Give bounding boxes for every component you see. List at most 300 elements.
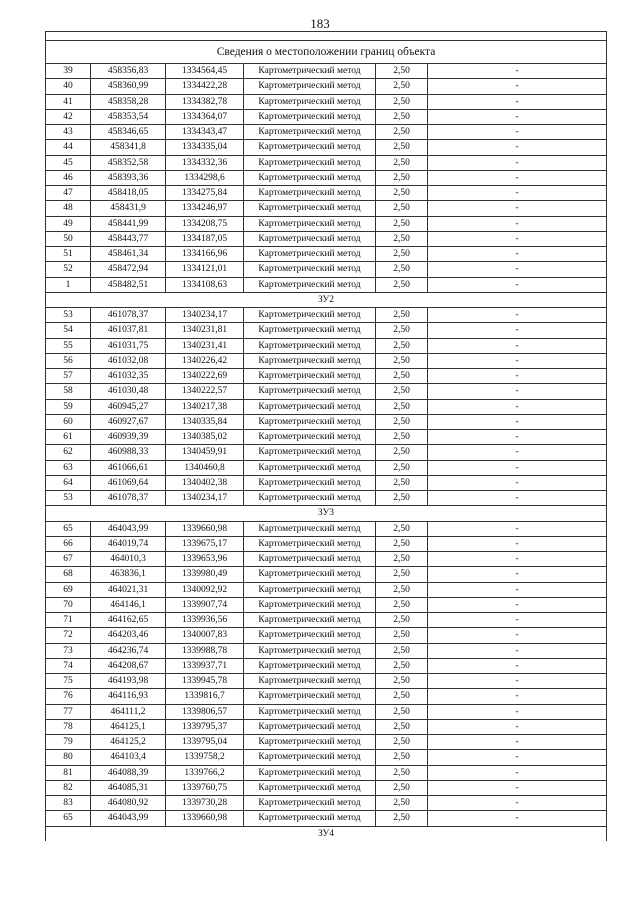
coordinate-x-cell: 461078,37	[91, 308, 166, 323]
boundary-coordinates-table	[45, 31, 607, 841]
accuracy-cell: 2,50	[376, 796, 428, 811]
accuracy-cell: 2,50	[376, 719, 428, 734]
method-cell: Картометрический метод	[244, 780, 376, 795]
table-row	[46, 94, 607, 109]
point-number-cell: 72	[46, 628, 91, 643]
note-cell: -	[428, 674, 607, 689]
accuracy-cell: 2,50	[376, 384, 428, 399]
accuracy-cell: 2,50	[376, 216, 428, 231]
point-number-cell: 47	[46, 186, 91, 201]
coordinate-y-cell: 1340385,02	[166, 430, 244, 445]
coordinate-y-cell: 1334166,96	[166, 247, 244, 262]
accuracy-cell: 2,50	[376, 308, 428, 323]
coordinate-x-cell: 461032,08	[91, 353, 166, 368]
point-number-cell: 57	[46, 369, 91, 384]
point-number-cell: 60	[46, 414, 91, 429]
accuracy-cell: 2,50	[376, 94, 428, 109]
note-cell: -	[428, 247, 607, 262]
method-cell: Картометрический метод	[244, 109, 376, 124]
method-cell: Картометрический метод	[244, 811, 376, 826]
accuracy-cell: 2,50	[376, 430, 428, 445]
note-cell: -	[428, 597, 607, 612]
note-cell: -	[428, 658, 607, 673]
point-number-cell: 41	[46, 94, 91, 109]
coordinate-y-cell: 1339795,37	[166, 719, 244, 734]
point-number-cell: 56	[46, 353, 91, 368]
table-row	[46, 216, 607, 231]
coordinate-y-cell: 1334564,45	[166, 64, 244, 79]
point-number-cell: 63	[46, 460, 91, 475]
table-row	[46, 689, 607, 704]
note-cell: -	[428, 780, 607, 795]
accuracy-cell: 2,50	[376, 399, 428, 414]
point-number-cell: 42	[46, 109, 91, 124]
note-cell: -	[428, 277, 607, 292]
accuracy-cell: 2,50	[376, 247, 428, 262]
table-row	[46, 491, 607, 506]
coordinate-x-cell: 458441,99	[91, 216, 166, 231]
table-row	[46, 170, 607, 185]
accuracy-cell: 2,50	[376, 155, 428, 170]
point-number-cell: 43	[46, 125, 91, 140]
note-cell: -	[428, 582, 607, 597]
coordinate-y-cell: 1334187,05	[166, 231, 244, 246]
section-header-row	[46, 506, 607, 521]
accuracy-cell: 2,50	[376, 780, 428, 795]
accuracy-cell: 2,50	[376, 552, 428, 567]
section-header-row	[46, 292, 607, 307]
coordinate-y-cell: 1340459,91	[166, 445, 244, 460]
point-number-cell: 45	[46, 155, 91, 170]
coordinate-y-cell: 1339945,78	[166, 674, 244, 689]
table-row	[46, 231, 607, 246]
note-cell: -	[428, 460, 607, 475]
coordinate-y-cell: 1334422,28	[166, 79, 244, 94]
table-row	[46, 64, 607, 79]
point-number-cell: 67	[46, 552, 91, 567]
point-number-cell: 74	[46, 658, 91, 673]
point-number-cell: 51	[46, 247, 91, 262]
table-row	[46, 414, 607, 429]
method-cell: Картометрический метод	[244, 94, 376, 109]
coordinate-x-cell: 464162,65	[91, 613, 166, 628]
point-number-cell: 69	[46, 582, 91, 597]
coordinate-y-cell: 1340234,17	[166, 491, 244, 506]
note-cell: -	[428, 308, 607, 323]
method-cell: Картометрический метод	[244, 796, 376, 811]
accuracy-cell: 2,50	[376, 414, 428, 429]
table-row	[46, 780, 607, 795]
accuracy-cell: 2,50	[376, 765, 428, 780]
point-number-cell: 44	[46, 140, 91, 155]
method-cell: Картометрический метод	[244, 262, 376, 277]
note-cell: -	[428, 399, 607, 414]
coordinate-y-cell: 1339907,74	[166, 597, 244, 612]
coordinate-x-cell: 460988,33	[91, 445, 166, 460]
point-number-cell: 78	[46, 719, 91, 734]
note-cell: -	[428, 186, 607, 201]
accuracy-cell: 2,50	[376, 125, 428, 140]
coordinate-x-cell: 461030,48	[91, 384, 166, 399]
coordinate-y-cell: 1334382,78	[166, 94, 244, 109]
table-row	[46, 811, 607, 826]
note-cell: -	[428, 353, 607, 368]
table-row	[46, 369, 607, 384]
method-cell: Картометрический метод	[244, 384, 376, 399]
table-row	[46, 658, 607, 673]
note-cell: -	[428, 552, 607, 567]
accuracy-cell: 2,50	[376, 109, 428, 124]
accuracy-cell: 2,50	[376, 262, 428, 277]
method-cell: Картометрический метод	[244, 521, 376, 536]
point-number-cell: 76	[46, 689, 91, 704]
method-cell: Картометрический метод	[244, 247, 376, 262]
coordinate-y-cell: 1340007,83	[166, 628, 244, 643]
coordinate-y-cell: 1340217,38	[166, 399, 244, 414]
note-cell: -	[428, 765, 607, 780]
coordinate-y-cell: 1339795,04	[166, 735, 244, 750]
table-row	[46, 552, 607, 567]
note-cell: -	[428, 323, 607, 338]
method-cell: Картометрический метод	[244, 765, 376, 780]
coordinate-x-cell: 464043,99	[91, 521, 166, 536]
point-number-cell: 39	[46, 64, 91, 79]
note-cell: -	[428, 796, 607, 811]
method-cell: Картометрический метод	[244, 613, 376, 628]
coordinate-x-cell: 463836,1	[91, 567, 166, 582]
section-header-row	[46, 826, 607, 841]
point-number-cell: 75	[46, 674, 91, 689]
note-cell: -	[428, 170, 607, 185]
accuracy-cell: 2,50	[376, 750, 428, 765]
table-body	[46, 32, 607, 841]
accuracy-cell: 2,50	[376, 567, 428, 582]
method-cell: Картометрический метод	[244, 64, 376, 79]
coordinate-y-cell: 1339936,56	[166, 613, 244, 628]
note-cell: -	[428, 750, 607, 765]
method-cell: Картометрический метод	[244, 674, 376, 689]
table-row	[46, 475, 607, 490]
table-row	[46, 308, 607, 323]
point-number-cell: 40	[46, 79, 91, 94]
method-cell: Картометрический метод	[244, 231, 376, 246]
coordinate-x-cell: 458356,83	[91, 64, 166, 79]
coordinate-y-cell: 1334121,01	[166, 262, 244, 277]
coordinate-x-cell: 460945,27	[91, 399, 166, 414]
page-number: 183	[310, 16, 330, 31]
table-row	[46, 384, 607, 399]
coordinate-y-cell: 1334208,75	[166, 216, 244, 231]
coordinate-y-cell: 1340234,17	[166, 308, 244, 323]
note-cell: -	[428, 140, 607, 155]
table-row	[46, 445, 607, 460]
table-row	[46, 155, 607, 170]
note-cell: -	[428, 125, 607, 140]
accuracy-cell: 2,50	[376, 658, 428, 673]
method-cell: Картометрический метод	[244, 216, 376, 231]
note-cell: -	[428, 155, 607, 170]
point-number-cell: 65	[46, 521, 91, 536]
coordinate-y-cell: 1340402,38	[166, 475, 244, 490]
coordinate-x-cell: 461037,81	[91, 323, 166, 338]
table-row	[46, 323, 607, 338]
point-number-cell: 82	[46, 780, 91, 795]
coordinate-x-cell: 464208,67	[91, 658, 166, 673]
table-row	[46, 628, 607, 643]
table-row	[46, 460, 607, 475]
accuracy-cell: 2,50	[376, 231, 428, 246]
point-number-cell: 61	[46, 430, 91, 445]
table-row	[46, 353, 607, 368]
table-row	[46, 674, 607, 689]
table-row	[46, 521, 607, 536]
section-label: ЗУ3	[46, 506, 607, 521]
coordinate-y-cell: 1334108,63	[166, 277, 244, 292]
note-cell: -	[428, 79, 607, 94]
coordinate-y-cell: 1334298,6	[166, 170, 244, 185]
accuracy-cell: 2,50	[376, 338, 428, 353]
point-number-cell: 55	[46, 338, 91, 353]
accuracy-cell: 2,50	[376, 521, 428, 536]
coordinate-x-cell: 458358,28	[91, 94, 166, 109]
method-cell: Картометрический метод	[244, 445, 376, 460]
method-cell: Картометрический метод	[244, 399, 376, 414]
table-row	[46, 79, 607, 94]
method-cell: Картометрический метод	[244, 704, 376, 719]
coordinate-x-cell: 458461,34	[91, 247, 166, 262]
point-number-cell: 58	[46, 384, 91, 399]
table-title: Сведения о местоположении границ объекта	[46, 41, 607, 64]
table-row	[46, 735, 607, 750]
note-cell: -	[428, 567, 607, 582]
point-number-cell: 62	[46, 445, 91, 460]
coordinate-x-cell: 460927,67	[91, 414, 166, 429]
accuracy-cell: 2,50	[376, 186, 428, 201]
method-cell: Картометрический метод	[244, 491, 376, 506]
note-cell: -	[428, 628, 607, 643]
point-number-cell: 52	[46, 262, 91, 277]
point-number-cell: 66	[46, 536, 91, 551]
coordinate-x-cell: 460939,39	[91, 430, 166, 445]
accuracy-cell: 2,50	[376, 811, 428, 826]
table-row	[46, 247, 607, 262]
accuracy-cell: 2,50	[376, 140, 428, 155]
accuracy-cell: 2,50	[376, 170, 428, 185]
table-title-row	[46, 41, 607, 64]
point-number-cell: 73	[46, 643, 91, 658]
coordinate-x-cell: 464203,46	[91, 628, 166, 643]
point-number-cell: 54	[46, 323, 91, 338]
table-row	[46, 140, 607, 155]
note-cell: -	[428, 719, 607, 734]
coordinate-x-cell: 461069,64	[91, 475, 166, 490]
accuracy-cell: 2,50	[376, 460, 428, 475]
method-cell: Картометрический метод	[244, 277, 376, 292]
point-number-cell: 64	[46, 475, 91, 490]
note-cell: -	[428, 201, 607, 216]
note-cell: -	[428, 338, 607, 353]
accuracy-cell: 2,50	[376, 643, 428, 658]
coordinate-x-cell: 461032,35	[91, 369, 166, 384]
note-cell: -	[428, 231, 607, 246]
coordinate-y-cell: 1334275,84	[166, 186, 244, 201]
note-cell: -	[428, 704, 607, 719]
coordinate-y-cell: 1340460,8	[166, 460, 244, 475]
table-row	[46, 338, 607, 353]
point-number-cell: 49	[46, 216, 91, 231]
coordinate-x-cell: 458352,58	[91, 155, 166, 170]
note-cell: -	[428, 613, 607, 628]
method-cell: Картометрический метод	[244, 536, 376, 551]
table-row	[46, 125, 607, 140]
accuracy-cell: 2,50	[376, 689, 428, 704]
coordinate-y-cell: 1339758,2	[166, 750, 244, 765]
accuracy-cell: 2,50	[376, 735, 428, 750]
method-cell: Картометрический метод	[244, 79, 376, 94]
table-row	[46, 765, 607, 780]
table-row	[46, 262, 607, 277]
point-number-cell: 1	[46, 277, 91, 292]
accuracy-cell: 2,50	[376, 323, 428, 338]
coordinate-y-cell: 1340231,41	[166, 338, 244, 353]
coordinate-y-cell: 1339988,78	[166, 643, 244, 658]
method-cell: Картометрический метод	[244, 628, 376, 643]
accuracy-cell: 2,50	[376, 536, 428, 551]
coordinate-y-cell: 1339675,17	[166, 536, 244, 551]
coordinate-x-cell: 464125,2	[91, 735, 166, 750]
coordinate-x-cell: 458353,54	[91, 109, 166, 124]
table-row	[46, 201, 607, 216]
coordinate-x-cell: 464236,74	[91, 643, 166, 658]
method-cell: Картометрический метод	[244, 338, 376, 353]
coordinate-x-cell: 461031,75	[91, 338, 166, 353]
note-cell: -	[428, 216, 607, 231]
spacer-cell	[46, 32, 607, 41]
note-cell: -	[428, 811, 607, 826]
point-number-cell: 53	[46, 308, 91, 323]
point-number-cell: 59	[46, 399, 91, 414]
coordinate-y-cell: 1339766,2	[166, 765, 244, 780]
table-row	[46, 567, 607, 582]
coordinate-y-cell: 1340226,42	[166, 353, 244, 368]
coordinate-y-cell: 1340092,92	[166, 582, 244, 597]
note-cell: -	[428, 369, 607, 384]
table-row	[46, 399, 607, 414]
coordinate-x-cell: 464146,1	[91, 597, 166, 612]
table-row	[46, 643, 607, 658]
method-cell: Картометрический метод	[244, 186, 376, 201]
method-cell: Картометрический метод	[244, 430, 376, 445]
accuracy-cell: 2,50	[376, 201, 428, 216]
coordinate-y-cell: 1334343,47	[166, 125, 244, 140]
method-cell: Картометрический метод	[244, 658, 376, 673]
coordinate-y-cell: 1334335,04	[166, 140, 244, 155]
point-number-cell: 79	[46, 735, 91, 750]
note-cell: -	[428, 643, 607, 658]
point-number-cell: 48	[46, 201, 91, 216]
coordinate-x-cell: 458443,77	[91, 231, 166, 246]
note-cell: -	[428, 735, 607, 750]
coordinate-y-cell: 1334364,07	[166, 109, 244, 124]
point-number-cell: 70	[46, 597, 91, 612]
point-number-cell: 80	[46, 750, 91, 765]
coordinate-x-cell: 464010,3	[91, 552, 166, 567]
coordinate-x-cell: 458482,51	[91, 277, 166, 292]
coordinate-y-cell: 1339730,28	[166, 796, 244, 811]
note-cell: -	[428, 536, 607, 551]
method-cell: Картометрический метод	[244, 735, 376, 750]
coordinate-x-cell: 464111,2	[91, 704, 166, 719]
note-cell: -	[428, 445, 607, 460]
table-row	[46, 796, 607, 811]
note-cell: -	[428, 384, 607, 399]
accuracy-cell: 2,50	[376, 353, 428, 368]
coordinate-y-cell: 1340222,69	[166, 369, 244, 384]
coordinate-x-cell: 464021,31	[91, 582, 166, 597]
table-row	[46, 597, 607, 612]
coordinate-x-cell: 458418,05	[91, 186, 166, 201]
table-row	[46, 750, 607, 765]
coordinate-y-cell: 1334332,36	[166, 155, 244, 170]
point-number-cell: 68	[46, 567, 91, 582]
coordinate-x-cell: 464193,98	[91, 674, 166, 689]
note-cell: -	[428, 689, 607, 704]
point-number-cell: 50	[46, 231, 91, 246]
coordinate-x-cell: 458431,9	[91, 201, 166, 216]
method-cell: Картометрический метод	[244, 582, 376, 597]
coordinate-y-cell: 1339653,96	[166, 552, 244, 567]
coordinate-y-cell: 1340231,81	[166, 323, 244, 338]
method-cell: Картометрический метод	[244, 475, 376, 490]
method-cell: Картометрический метод	[244, 643, 376, 658]
coordinate-y-cell: 1339937,71	[166, 658, 244, 673]
accuracy-cell: 2,50	[376, 491, 428, 506]
point-number-cell: 71	[46, 613, 91, 628]
accuracy-cell: 2,50	[376, 369, 428, 384]
coordinate-x-cell: 458472,94	[91, 262, 166, 277]
coordinate-y-cell: 1339980,49	[166, 567, 244, 582]
coordinate-x-cell: 464019,74	[91, 536, 166, 551]
table-top-spacer	[46, 32, 607, 41]
method-cell: Картометрический метод	[244, 125, 376, 140]
accuracy-cell: 2,50	[376, 704, 428, 719]
method-cell: Картометрический метод	[244, 567, 376, 582]
accuracy-cell: 2,50	[376, 613, 428, 628]
table-row	[46, 536, 607, 551]
method-cell: Картометрический метод	[244, 460, 376, 475]
note-cell: -	[428, 109, 607, 124]
method-cell: Картометрический метод	[244, 552, 376, 567]
method-cell: Картометрический метод	[244, 750, 376, 765]
coordinate-x-cell: 461078,37	[91, 491, 166, 506]
table-row	[46, 613, 607, 628]
coordinate-x-cell: 458341,8	[91, 140, 166, 155]
accuracy-cell: 2,50	[376, 628, 428, 643]
method-cell: Картометрический метод	[244, 414, 376, 429]
coordinate-y-cell: 1339660,98	[166, 811, 244, 826]
coordinate-y-cell: 1339806,57	[166, 704, 244, 719]
point-number-cell: 83	[46, 796, 91, 811]
coordinate-x-cell: 464103,4	[91, 750, 166, 765]
note-cell: -	[428, 64, 607, 79]
coordinate-y-cell: 1340222,57	[166, 384, 244, 399]
table-row	[46, 109, 607, 124]
note-cell: -	[428, 94, 607, 109]
coordinate-y-cell: 1334246,97	[166, 201, 244, 216]
table-row	[46, 430, 607, 445]
note-cell: -	[428, 521, 607, 536]
method-cell: Картометрический метод	[244, 140, 376, 155]
